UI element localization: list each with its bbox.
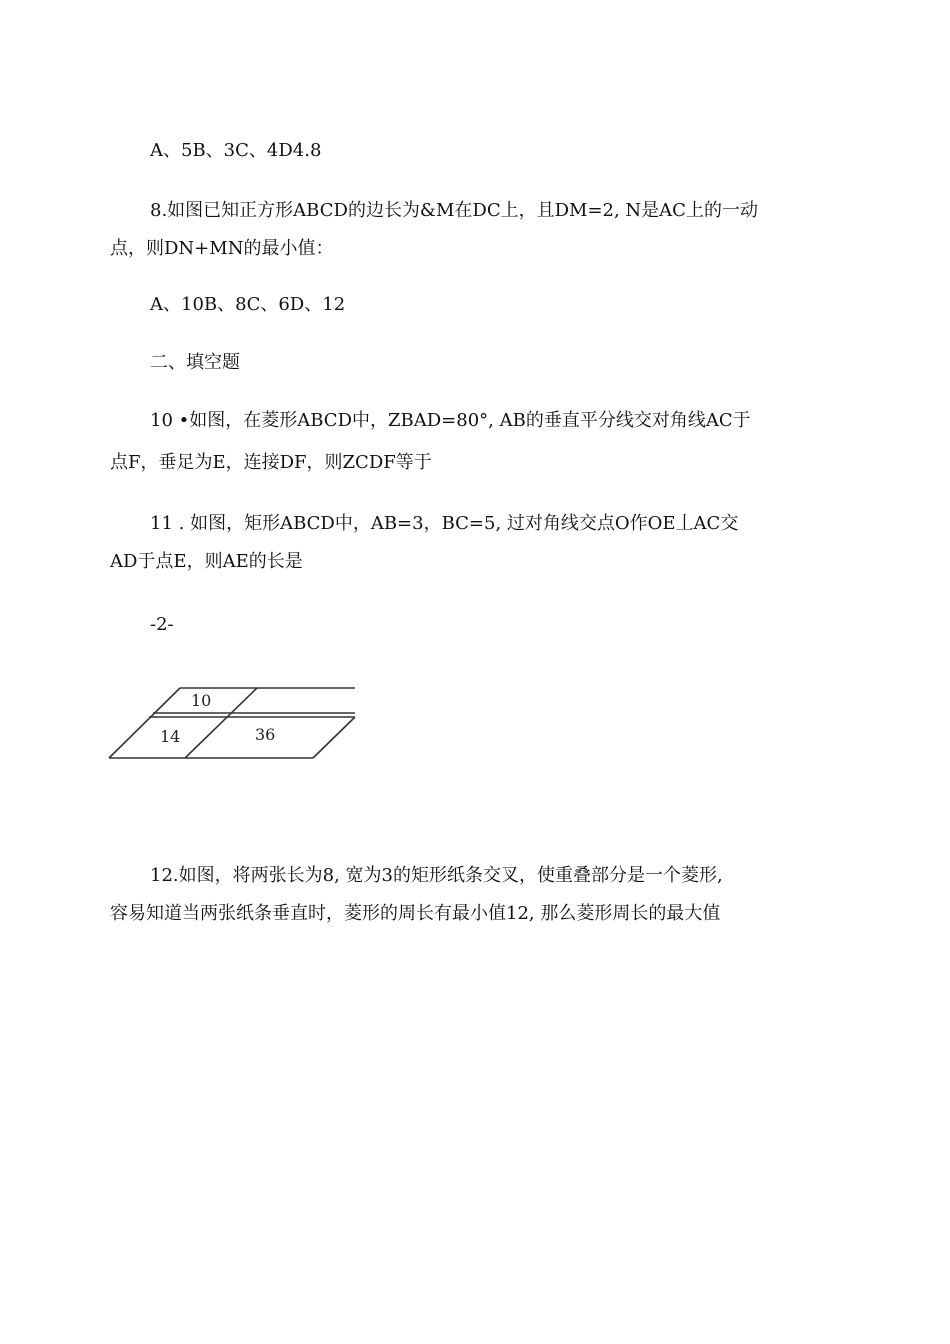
section-heading-fill-blank: 二、填空题	[150, 352, 240, 373]
figure-label-36: 36	[255, 725, 276, 744]
figure-right-slant	[313, 717, 355, 758]
q10-text-line1: 10 •如图，在菱形ABCD中，ZBAD=80°, AB的垂直平分线交对角线AC于	[150, 410, 751, 431]
q12-text-line1: 12.如图，将两张长为8, 宽为3的矩形纸条交叉，使重叠部分是一个菱形,	[150, 865, 723, 886]
figure-label-10: 10	[191, 691, 212, 710]
page-number: -2-	[150, 614, 174, 635]
parallelogram-figure	[105, 680, 365, 770]
q11-text-line1: 11 . 如图，矩形ABCD中，AB=3，BC=5, 过对角线交点O作OE丄AC交	[150, 513, 739, 534]
figure-left-slant	[109, 688, 180, 758]
q8-text-line1: 8.如图已知正方形ABCD的边长为&M在DC上，且DM=2, N是AC上的一动	[150, 200, 758, 221]
q8-options: A、10B、8C、6D、12	[150, 294, 346, 315]
q10-text-line2: 点F，垂足为E，连接DF，则ZCDF等于	[110, 452, 432, 473]
figure-label-14: 14	[160, 727, 181, 746]
q12-text-line2: 容易知道当两张纸条垂直时，菱形的周长有最小值12, 那么菱形周长的最大值	[110, 903, 721, 924]
q7-options: A、5B、3C、4D4.8	[150, 140, 322, 161]
q11-text-line2: AD于点E，则AE的长是	[110, 551, 303, 572]
q8-text-line2: 点，则DN+MN的最小值：	[110, 238, 334, 259]
